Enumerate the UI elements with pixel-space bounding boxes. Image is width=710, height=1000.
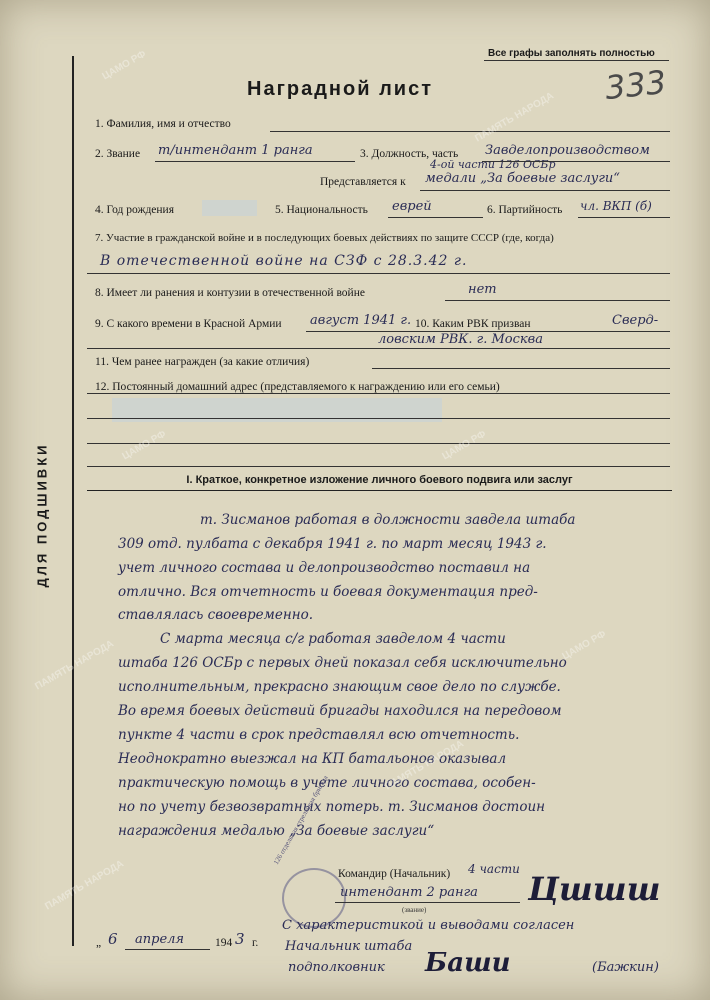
field-11-line [372, 368, 670, 369]
section-1-title: I. Краткое, конкретное изложение личного боевого подвига или заслуг [186, 474, 573, 486]
field-10-value-2: ловским РВК. г. Москва [378, 332, 543, 347]
binding-margin-text: ДЛЯ ПОДШИВКИ [34, 442, 50, 588]
field-9-value: август 1941 г. [310, 313, 412, 328]
field-10-value-1: Сверд- [612, 313, 659, 328]
narrative-line: учет личного состава и делопроизводство поставил на [118, 560, 531, 576]
field-9-line [306, 331, 670, 332]
date-day: 6 [108, 930, 118, 948]
narrative-line: т. Зисманов работая в должности завдела штаба [200, 512, 576, 528]
field-12-line-4 [87, 466, 670, 467]
field-4-label: 4. Год рождения [95, 204, 174, 216]
watermark: ПАМЯТЬ НАРОДА [33, 638, 116, 693]
binding-margin-label [22, 400, 62, 630]
watermark: ЦАМО РФ [100, 48, 149, 83]
field-12-label: 12. Постоянный домашний адрес (представляемого к награждению или его семьи) [95, 381, 500, 393]
field-1-line [270, 131, 670, 132]
field-2-label: 2. Звание [95, 148, 141, 160]
field-6-line [578, 217, 670, 218]
field-8-line [445, 300, 670, 301]
narrative-line: 309 отд. пулбата с декабря 1941 г. по март месяц 1943 г. [118, 536, 547, 552]
field-8-label: 8. Имеет ли ранения и контузии в отечественной войне [95, 287, 365, 299]
stamp-text: 126 отдельная стрелковая бригада [272, 774, 330, 866]
field-7-label: 7. Участие в гражданской войне и в последующих боевых действиях по защите СССР (где, когда) [95, 232, 554, 244]
narrative-line: ставлялась своевременно. [118, 607, 314, 623]
date-suffix: г. [252, 937, 259, 949]
chief-title: Начальник штаба [285, 939, 413, 954]
field-10-line [87, 348, 670, 349]
document-title: Наградной лист [247, 78, 433, 100]
narrative-line: штаба 126 ОСБр с первых дней показал себя исключительно [118, 655, 567, 671]
narrative-line: но по учету безвозвратных потерь. т. Зисманов достоин [118, 799, 546, 815]
field-7-line [87, 273, 670, 274]
field-12-line-3 [87, 443, 670, 444]
narrative-line: Неоднократно выезжал на КП батальонов оказывал [118, 751, 507, 767]
field-12-line-1 [87, 393, 670, 394]
commander-rank: интендант 2 ранга [340, 885, 478, 900]
narrative-line: пункте 4 части в срок представлял всю отчетность. [118, 727, 520, 743]
rank-caption: (звание) [402, 906, 427, 914]
narrative-line: С марта месяца с/г работая завделом 4 части [160, 631, 506, 647]
chief-name: (Бажкин) [592, 960, 659, 975]
narrative-line: награждения медалью „За боевые заслуги“ [118, 823, 435, 839]
field-1-label: 1. Фамилия, имя и отчество [95, 118, 231, 130]
watermark: ЦАМО РФ [440, 428, 489, 463]
binding-margin-line [72, 56, 74, 946]
section-1-underline [87, 490, 672, 491]
field-9-label: 9. С какого времени в Красной Армии [95, 318, 282, 330]
field-3-value-1: Завделопроизводством [485, 143, 650, 158]
commander-label: Командир (Начальник) [338, 868, 451, 880]
watermark: ПАМЯТЬ НАРОДА [473, 90, 556, 145]
narrative-line: практическую помощь в учете личного состава, особен- [118, 775, 536, 791]
field-6-value: чл. ВКП (б) [580, 199, 652, 213]
commander-signature: Цшшш [528, 870, 661, 908]
field-3-line [482, 161, 670, 162]
field-3-label: 3. Должность, часть [360, 148, 459, 160]
narrative-line: отлично. Вся отчетность и боевая документация пред- [118, 584, 538, 600]
date-year-prefix: 194 [215, 937, 233, 949]
date-month-line [125, 949, 210, 950]
watermark: ПАМЯТЬ НАРОДА [383, 738, 466, 793]
watermark: ЦАМО РФ [120, 428, 169, 463]
folio-number: 333 [603, 62, 668, 108]
notice-underline [484, 60, 669, 61]
watermark: ЦАМО РФ [560, 628, 609, 663]
birth-year-redacted [202, 200, 257, 216]
field-10-label: 10. Каким РВК призван [415, 318, 531, 330]
field-3-value-2: 4-ой части 126 ОСБр [430, 158, 556, 171]
watermark: ПАМЯТЬ НАРОДА [43, 858, 126, 913]
presented-value: медали „За боевые заслуги“ [425, 171, 620, 186]
field-7-value: В отечественной войне на СЗФ с 28.3.42 г. [100, 253, 468, 269]
commander-rank-line [335, 902, 520, 903]
date-month: апреля [135, 932, 185, 947]
field-12-line-2 [87, 418, 670, 419]
field-5-value: еврей [392, 199, 432, 214]
commander-part: 4 части [468, 862, 520, 876]
field-11-label: 11. Чем ранее награжден (за какие отличия) [95, 356, 310, 368]
narrative-line: Во время боевых действий бригады находился на передовом [118, 703, 562, 719]
narrative-line: исполнительным, прекрасно знающим свое дело по службе. [118, 679, 561, 695]
field-6-label: 6. Партийность [487, 204, 563, 216]
presented-line [420, 190, 670, 191]
agreement-line: С характеристикой и выводами согласен [282, 918, 575, 933]
fill-all-notice: Все графы заполнять полностью [488, 48, 655, 59]
field-8-value: нет [468, 282, 497, 297]
date-year-digit: 3 [235, 930, 245, 948]
chief-signature: Баши [425, 948, 511, 978]
presented-label: Представляется к [320, 176, 406, 188]
field-5-line [388, 217, 483, 218]
field-5-label: 5. Национальность [275, 204, 368, 216]
field-2-line [155, 161, 355, 162]
field-2-value: т/интендант 1 ранга [158, 143, 313, 158]
date-open-quote: „ [96, 937, 102, 949]
chief-rank: подполковник [288, 960, 385, 975]
